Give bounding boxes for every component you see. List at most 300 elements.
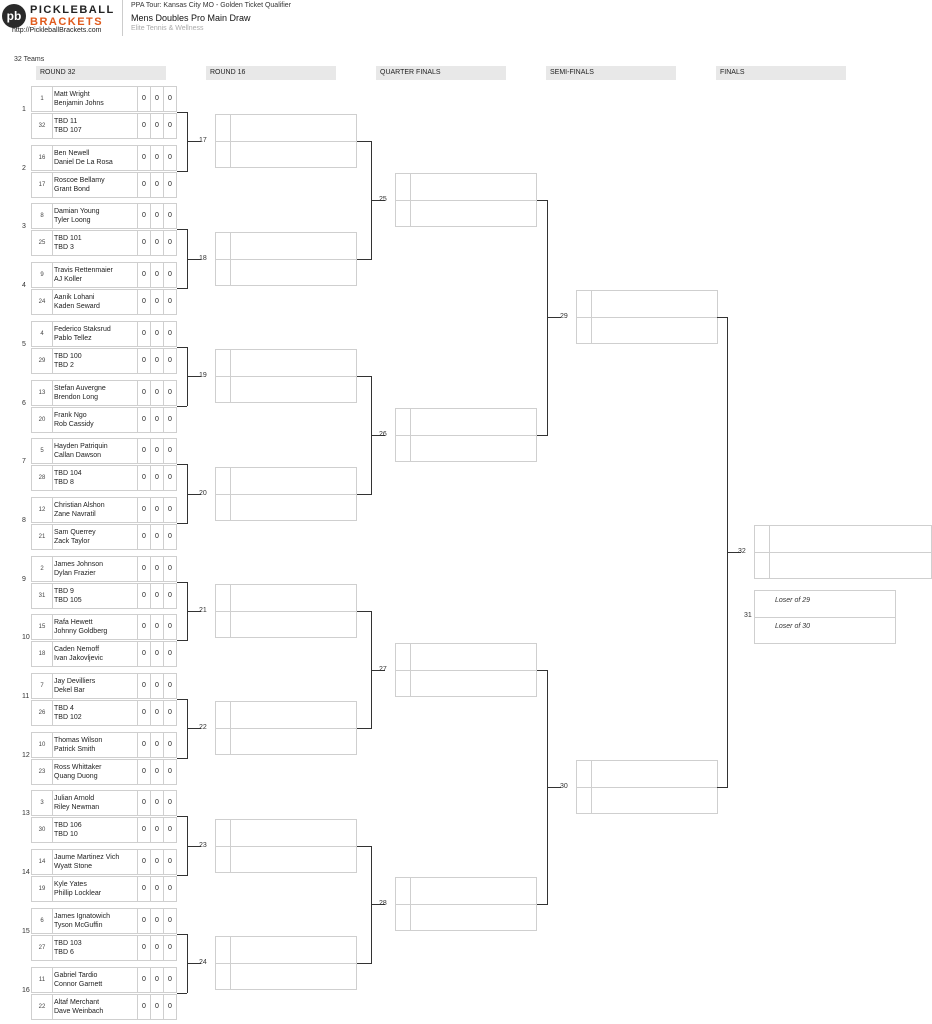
match-number: 5 <box>22 340 26 348</box>
team-entry[interactable] <box>31 438 177 464</box>
game-score: 0 <box>137 674 150 698</box>
seed-number: 21 <box>38 533 46 540</box>
bracket-connector <box>357 141 371 142</box>
bracket-connector <box>177 582 187 583</box>
bracket-connector <box>537 670 547 671</box>
game-score: 0 <box>137 760 150 784</box>
player-name: Altaf Merchant <box>54 998 100 1006</box>
semi-final-match[interactable] <box>576 290 718 344</box>
seed-divider <box>52 322 53 346</box>
bracket-connector <box>357 494 371 495</box>
seed-divider <box>52 204 53 228</box>
match-number: 7 <box>22 458 26 466</box>
game-score: 0 <box>163 263 176 287</box>
game-score: 0 <box>137 349 150 373</box>
seed-divider <box>52 733 53 757</box>
team-entry[interactable] <box>31 732 177 758</box>
semi-final-match[interactable] <box>576 760 718 814</box>
player-name: TBD 3 <box>54 244 74 252</box>
match-number: 13 <box>22 810 30 818</box>
seed-divider <box>52 498 53 522</box>
team-names <box>54 384 106 402</box>
game-score: 0 <box>137 584 150 608</box>
match-number: 12 <box>22 751 30 759</box>
team-entry[interactable] <box>31 556 177 582</box>
seed-number: 17 <box>38 181 46 188</box>
game-score: 0 <box>150 791 163 815</box>
player-name: Caden Nemoff <box>54 646 100 654</box>
quarter-final-match[interactable] <box>395 877 537 931</box>
match-box-divider <box>216 376 356 377</box>
team-entry[interactable] <box>31 203 177 229</box>
game-score: 0 <box>150 322 163 346</box>
bracket-connector <box>177 934 187 935</box>
team-entry[interactable] <box>31 876 177 902</box>
seed-divider <box>52 525 53 549</box>
team-entry[interactable] <box>31 172 177 198</box>
game-score: 0 <box>137 615 150 639</box>
game-score: 0 <box>150 701 163 725</box>
seed-divider <box>52 408 53 432</box>
game-score: 0 <box>150 615 163 639</box>
bracket-connector <box>177 406 187 407</box>
game-score: 0 <box>137 525 150 549</box>
game-score: 0 <box>163 408 176 432</box>
round-16-match[interactable] <box>215 936 357 990</box>
team-names <box>54 880 101 898</box>
team-entry[interactable] <box>31 86 177 112</box>
game-score: 0 <box>137 909 150 933</box>
player-name: Ben Newell <box>54 149 90 157</box>
team-entry[interactable] <box>31 497 177 523</box>
team-names <box>54 763 101 781</box>
game-score: 0 <box>163 584 176 608</box>
team-entry[interactable] <box>31 994 177 1020</box>
player-name: Daniel De La Rosa <box>54 158 113 166</box>
game-score: 0 <box>137 439 150 463</box>
game-score: 0 <box>150 733 163 757</box>
seed-number: 22 <box>38 1003 46 1010</box>
game-score: 0 <box>163 173 176 197</box>
quarter-final-match[interactable] <box>395 408 537 462</box>
match-number: 3 <box>22 223 26 231</box>
player-name: Damian Young <box>54 208 100 216</box>
player-name: Kaden Seward <box>54 303 100 311</box>
team-names <box>54 352 82 370</box>
team-names <box>54 176 105 194</box>
bracket-connector <box>177 758 187 759</box>
seed-number: 10 <box>38 741 46 748</box>
player-name: Patrick Smith <box>54 745 96 753</box>
player-name: Johnny Goldberg <box>54 628 108 636</box>
match-box-divider <box>216 259 356 260</box>
game-score: 0 <box>137 642 150 666</box>
player-name: Zack Taylor <box>54 537 90 545</box>
team-entry[interactable] <box>31 380 177 406</box>
team-names <box>54 293 100 311</box>
match-number: 6 <box>22 399 26 407</box>
game-score: 0 <box>150 850 163 874</box>
player-name: Wyatt Stone <box>54 863 93 871</box>
match-box-divider <box>755 552 931 553</box>
seed-divider <box>52 231 53 255</box>
seed-divider <box>52 146 53 170</box>
team-names <box>54 560 103 578</box>
player-name: Rafa Hewett <box>54 619 93 627</box>
player-name: AJ Koller <box>54 276 83 284</box>
round-header-round-32: ROUND 32 <box>36 66 166 80</box>
player-name: TBD 102 <box>54 714 82 721</box>
seed-number: 4 <box>40 330 44 337</box>
player-name: Stefan Auvergne <box>54 384 106 392</box>
bracket-connector <box>177 112 187 113</box>
third-place-match[interactable] <box>754 590 896 644</box>
bracket-connector <box>177 523 187 524</box>
round-16-match[interactable] <box>215 701 357 755</box>
game-score: 0 <box>163 968 176 992</box>
match-box-divider <box>216 963 356 964</box>
round-16-match[interactable] <box>215 467 357 521</box>
team-entry[interactable] <box>31 289 177 315</box>
bracket-connector <box>547 787 561 788</box>
team-names <box>54 794 99 812</box>
player-name: Roscoe Bellamy <box>54 176 105 184</box>
bracket-connector <box>357 846 371 847</box>
team-entry[interactable] <box>31 849 177 875</box>
game-score: 0 <box>137 877 150 901</box>
team-entry[interactable] <box>31 230 177 256</box>
game-score: 0 <box>163 146 176 170</box>
game-score: 0 <box>163 818 176 842</box>
player-name: TBD 8 <box>54 479 74 487</box>
team-names <box>54 971 102 989</box>
bracket-connector <box>537 435 547 436</box>
game-score: 0 <box>150 146 163 170</box>
match-box-divider <box>396 435 536 436</box>
match-number: 21 <box>199 606 207 614</box>
round-16-match[interactable] <box>215 114 357 168</box>
match-number: 2 <box>22 164 26 172</box>
match-box-divider <box>216 846 356 847</box>
site-link[interactable]: http://PickleballBrackets.com <box>12 27 102 34</box>
player-name: Pablo Tellez <box>54 334 92 342</box>
game-score: 0 <box>163 381 176 405</box>
game-score: 0 <box>150 173 163 197</box>
game-score: 0 <box>137 408 150 432</box>
player-name: TBD 9 <box>54 587 74 595</box>
seed-number: 30 <box>38 827 46 834</box>
bracket-connector <box>177 171 187 172</box>
seed-number: 8 <box>40 213 44 220</box>
player-name: Quang Duong <box>54 772 98 780</box>
player-name: TBD 107 <box>54 127 82 134</box>
game-score: 0 <box>137 968 150 992</box>
seed-number: 12 <box>38 506 46 513</box>
game-score: 0 <box>150 439 163 463</box>
bracket-connector <box>357 376 371 377</box>
team-names <box>54 234 82 252</box>
team-names <box>54 117 82 135</box>
match-number: 8 <box>22 516 26 524</box>
team-entry[interactable] <box>31 759 177 785</box>
team-entry[interactable] <box>31 967 177 993</box>
match-number: 10 <box>22 634 30 642</box>
seed-number: 24 <box>38 299 46 306</box>
game-score: 0 <box>137 231 150 255</box>
match-box-divider <box>396 200 536 201</box>
team-entry[interactable] <box>31 790 177 816</box>
bracket-connector <box>177 288 187 289</box>
team-entry[interactable] <box>31 145 177 171</box>
game-score: 0 <box>163 877 176 901</box>
seed-number: 2 <box>40 565 44 572</box>
match-number: 15 <box>22 927 30 935</box>
round-header-quarter-finals: QUARTER FINALS <box>376 66 506 80</box>
team-entry[interactable] <box>31 583 177 609</box>
seed-number: 9 <box>40 272 44 279</box>
bracket-connector <box>177 464 187 465</box>
bracket-connector <box>357 259 371 260</box>
team-names <box>54 411 94 429</box>
seed-divider <box>52 760 53 784</box>
loser-of-29-label: Loser of 29 <box>775 597 811 605</box>
player-name: Thomas Wilson <box>54 736 103 744</box>
bracket-connector <box>177 875 187 876</box>
quarter-final-match[interactable] <box>395 643 537 697</box>
game-score: 0 <box>137 204 150 228</box>
match-number: 27 <box>379 665 387 673</box>
match-number: 32 <box>738 548 746 556</box>
player-name: TBD 2 <box>54 361 74 369</box>
team-entry[interactable] <box>31 673 177 699</box>
match-number: 4 <box>22 282 26 290</box>
seed-divider <box>52 439 53 463</box>
game-score: 0 <box>137 557 150 581</box>
match-number: 1 <box>22 106 26 113</box>
seed-divider <box>52 850 53 874</box>
match-number: 20 <box>199 489 207 497</box>
team-entry[interactable] <box>31 908 177 934</box>
game-score: 0 <box>150 263 163 287</box>
team-names <box>54 266 113 284</box>
player-name: Zane Navratil <box>54 510 96 518</box>
player-name: TBD 105 <box>54 596 82 604</box>
seed-divider <box>52 557 53 581</box>
game-score: 0 <box>150 877 163 901</box>
team-names <box>54 998 103 1016</box>
player-name: Benjamin Johns <box>54 100 104 107</box>
team-names <box>54 853 119 871</box>
team-entry[interactable] <box>31 614 177 640</box>
team-names <box>54 939 82 957</box>
team-count: 32 Teams <box>14 56 45 63</box>
game-score: 0 <box>150 466 163 490</box>
player-name: Ivan Jakovljevic <box>54 655 104 663</box>
team-names <box>54 90 104 108</box>
player-name: TBD 101 <box>54 235 82 243</box>
team-entry[interactable] <box>31 407 177 433</box>
game-score: 0 <box>163 701 176 725</box>
match-number: 29 <box>560 313 568 321</box>
game-score: 0 <box>163 615 176 639</box>
seed-divider <box>52 791 53 815</box>
player-name: Gabriel Tardio <box>54 971 98 979</box>
team-names <box>54 677 95 695</box>
seed-number: 3 <box>40 800 44 807</box>
draw-title: Mens Doubles Pro Main Draw <box>131 13 251 23</box>
team-names <box>54 821 82 839</box>
player-name: Travis Rettenmaier <box>54 267 113 275</box>
player-name: TBD 11 <box>54 118 78 125</box>
pb-logo-icon: pb <box>2 4 26 28</box>
team-entry[interactable] <box>31 113 177 139</box>
match-number: 22 <box>199 724 207 732</box>
match-number: 25 <box>379 196 387 204</box>
team-names <box>54 325 111 343</box>
team-entry[interactable] <box>31 348 177 374</box>
round-16-match[interactable] <box>215 819 357 873</box>
match-number: 31 <box>744 612 752 620</box>
bracket-connector <box>177 640 187 641</box>
seed-divider <box>52 381 53 405</box>
bracket-connector <box>547 317 561 318</box>
player-name: Connor Garnett <box>54 980 103 988</box>
match-number: 11 <box>22 693 30 700</box>
seed-divider <box>52 968 53 992</box>
seed-divider <box>52 263 53 287</box>
player-name: Matt Wright <box>54 91 90 98</box>
quarter-final-match[interactable] <box>395 173 537 227</box>
game-score: 0 <box>150 381 163 405</box>
team-entry[interactable] <box>31 465 177 491</box>
seed-divider <box>52 290 53 314</box>
team-names <box>54 149 113 167</box>
team-entry[interactable] <box>31 524 177 550</box>
player-name: Grant Bond <box>54 185 90 193</box>
player-name: TBD 104 <box>54 470 82 478</box>
logo-word-pickleball: PICKLEBALL <box>30 4 115 16</box>
seed-number: 26 <box>38 710 46 716</box>
match-box-divider <box>577 787 717 788</box>
player-name: Christian Alshon <box>54 501 105 509</box>
round-16-match[interactable] <box>215 349 357 403</box>
team-names <box>54 528 96 546</box>
player-name: Dylan Frazier <box>54 569 96 577</box>
round-header-round-16: ROUND 16 <box>206 66 336 80</box>
game-score: 0 <box>163 525 176 549</box>
game-score: 0 <box>137 818 150 842</box>
game-score: 0 <box>150 642 163 666</box>
team-names <box>54 469 82 487</box>
match-box-divider <box>216 611 356 612</box>
game-score: 0 <box>163 909 176 933</box>
team-entry[interactable] <box>31 817 177 843</box>
seed-divider <box>52 349 53 373</box>
match-box-divider <box>216 494 356 495</box>
round-16-match[interactable] <box>215 584 357 638</box>
game-score: 0 <box>163 557 176 581</box>
seed-divider <box>52 584 53 608</box>
game-score: 0 <box>137 322 150 346</box>
match-number: 26 <box>379 430 387 438</box>
game-score: 0 <box>137 114 150 138</box>
player-name: Riley Newman <box>54 804 100 812</box>
game-score: 0 <box>163 850 176 874</box>
game-score: 0 <box>137 791 150 815</box>
bracket-connector <box>177 347 187 348</box>
game-score: 0 <box>163 114 176 138</box>
seed-number: 1 <box>40 96 44 102</box>
seed-divider <box>52 173 53 197</box>
seed-divider <box>52 877 53 901</box>
match-box-divider <box>577 317 717 318</box>
player-name: Hayden Patriquin <box>54 443 108 451</box>
game-score: 0 <box>150 584 163 608</box>
game-score: 0 <box>163 439 176 463</box>
final-match[interactable] <box>754 525 932 579</box>
match-number: 28 <box>379 900 387 908</box>
team-entry[interactable] <box>31 641 177 667</box>
game-score: 0 <box>163 791 176 815</box>
round-16-match[interactable] <box>215 232 357 286</box>
seed-number: 28 <box>38 475 46 482</box>
game-score: 0 <box>137 173 150 197</box>
game-score: 0 <box>163 204 176 228</box>
seed-divider <box>52 909 53 933</box>
match-box-divider <box>216 141 356 142</box>
seed-number: 23 <box>38 768 46 775</box>
player-name: Callan Dawson <box>54 452 102 460</box>
game-score: 0 <box>137 466 150 490</box>
player-name: Jaume Martinez Vich <box>54 854 120 862</box>
team-entry[interactable] <box>31 321 177 347</box>
team-entry[interactable] <box>31 700 177 726</box>
game-score: 0 <box>150 290 163 314</box>
game-score: 0 <box>150 760 163 784</box>
player-name: TBD 106 <box>54 822 82 830</box>
team-entry[interactable] <box>31 935 177 961</box>
player-name: Frank Ngo <box>54 411 87 419</box>
game-score: 0 <box>163 87 176 111</box>
game-score: 0 <box>163 642 176 666</box>
team-entry[interactable] <box>31 262 177 288</box>
team-names <box>54 501 105 519</box>
player-name: James Johnson <box>54 560 104 568</box>
bracket-connector <box>357 963 371 964</box>
match-number: 30 <box>560 783 568 791</box>
game-score: 0 <box>163 231 176 255</box>
team-names <box>54 587 82 605</box>
game-score: 0 <box>137 381 150 405</box>
game-score: 0 <box>150 557 163 581</box>
player-name: Federico Staksrud <box>54 325 111 333</box>
game-score: 0 <box>163 349 176 373</box>
game-score: 0 <box>137 936 150 960</box>
player-name: Dekel Bar <box>54 687 85 694</box>
round-header-semi-finals: SEMI-FINALS <box>546 66 676 80</box>
loser-of-30-label: Loser of 30 <box>775 623 811 631</box>
game-score: 0 <box>163 498 176 522</box>
seed-number: 20 <box>38 416 46 423</box>
game-score: 0 <box>150 231 163 255</box>
seed-divider <box>52 615 53 639</box>
team-names <box>54 912 110 930</box>
game-score: 0 <box>163 760 176 784</box>
player-name: Julian Arnold <box>54 795 95 803</box>
seed-number: 13 <box>38 389 46 396</box>
team-names <box>54 207 100 225</box>
match-number: 19 <box>199 372 207 380</box>
